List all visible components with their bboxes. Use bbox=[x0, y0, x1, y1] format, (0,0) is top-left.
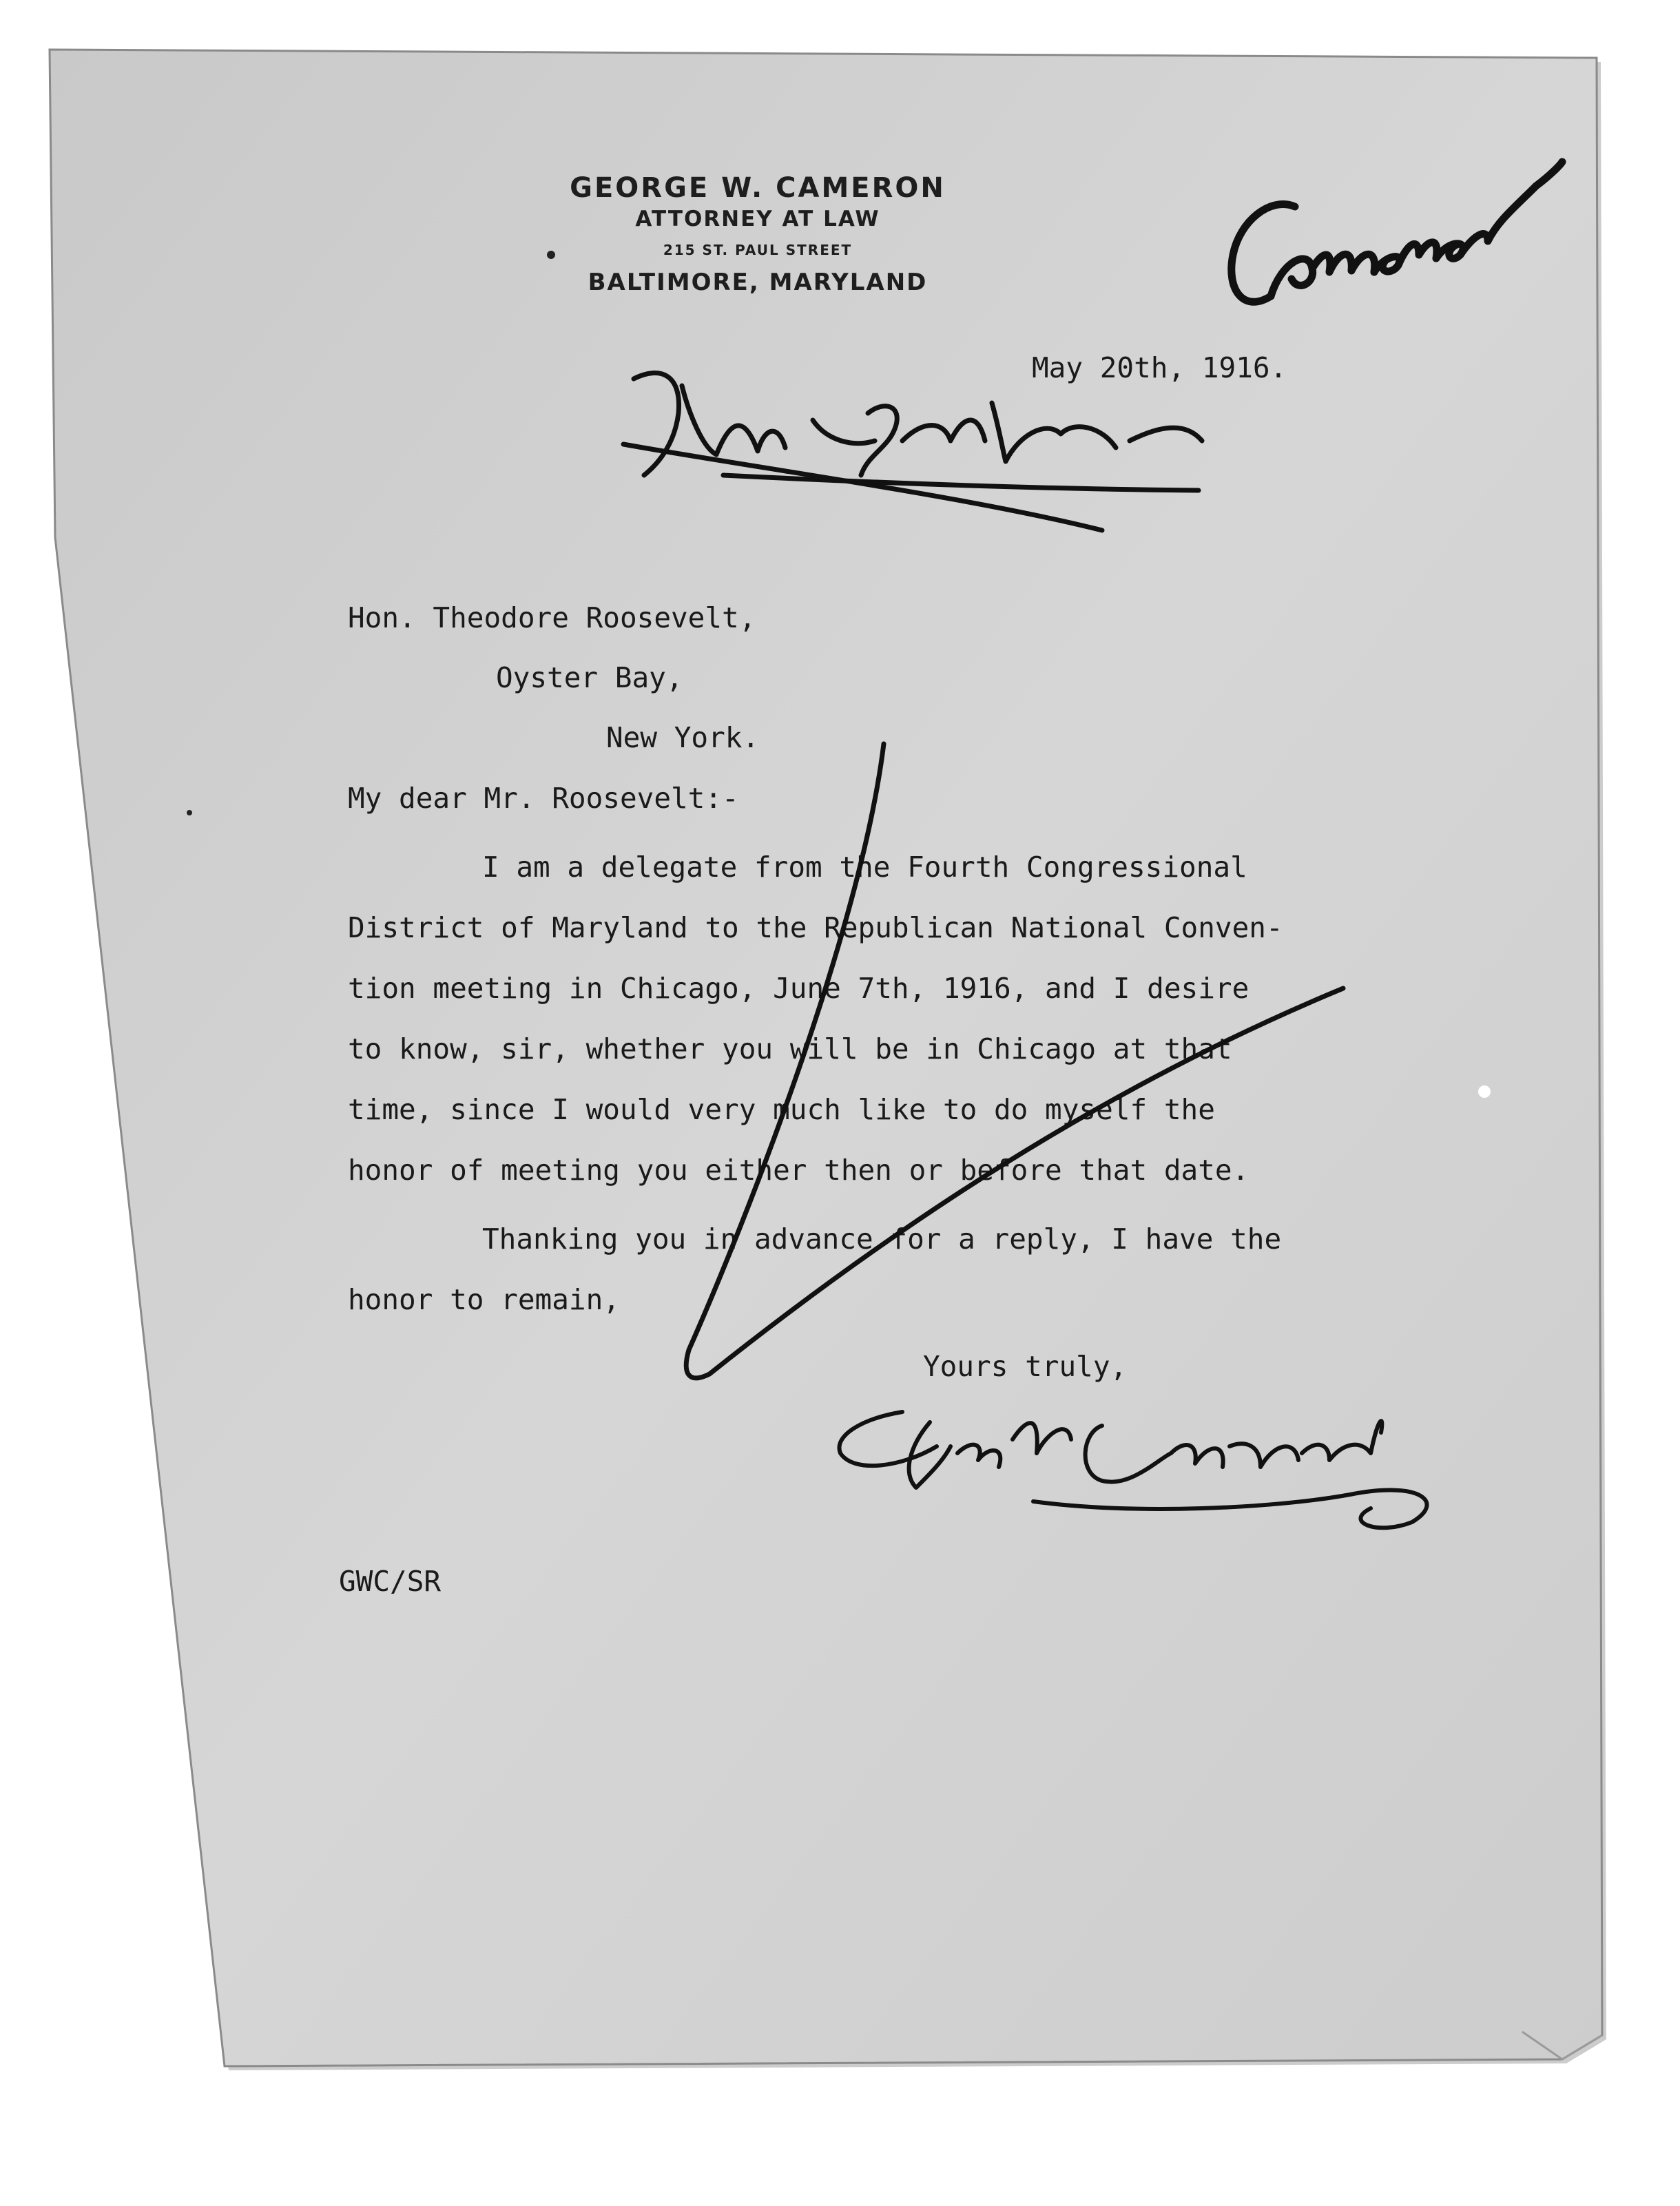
body-line: tion meeting in Chicago, June 7th, 1916, and I desire bbox=[348, 972, 1249, 1005]
letter-date: May 20th, 1916. bbox=[1032, 351, 1287, 384]
salutation: My dear Mr. Roosevelt:- bbox=[348, 782, 739, 815]
address-line: New York. bbox=[606, 721, 760, 754]
letterhead-street: 215 ST. PAUL STREET bbox=[663, 242, 853, 258]
letterhead-city: BALTIMORE, MARYLAND bbox=[588, 269, 928, 296]
body-line: I am a delegate from the Fourth Congressional bbox=[482, 851, 1247, 884]
letterhead-name: GEORGE W. CAMERON bbox=[570, 172, 946, 204]
body-line: honor of meeting you either then or before that date. bbox=[348, 1154, 1249, 1187]
closing: Yours truly, bbox=[923, 1350, 1128, 1383]
letterhead-title: ATTORNEY AT LAW bbox=[635, 207, 880, 231]
typist-initials: GWC/SR bbox=[339, 1565, 442, 1598]
body-line: honor to remain, bbox=[348, 1283, 620, 1316]
body-line: time, since I would very much like to do myself the bbox=[348, 1093, 1215, 1126]
address-line: Oyster Bay, bbox=[496, 661, 683, 694]
address-line: Hon. Theodore Roosevelt, bbox=[348, 601, 756, 634]
body-line: Thanking you in advance for a reply, I have the bbox=[482, 1222, 1282, 1256]
body-line: to know, sir, whether you will be in Chicago at that bbox=[348, 1032, 1232, 1065]
body-line: District of Maryland to the Republican National Conven- bbox=[348, 911, 1283, 944]
